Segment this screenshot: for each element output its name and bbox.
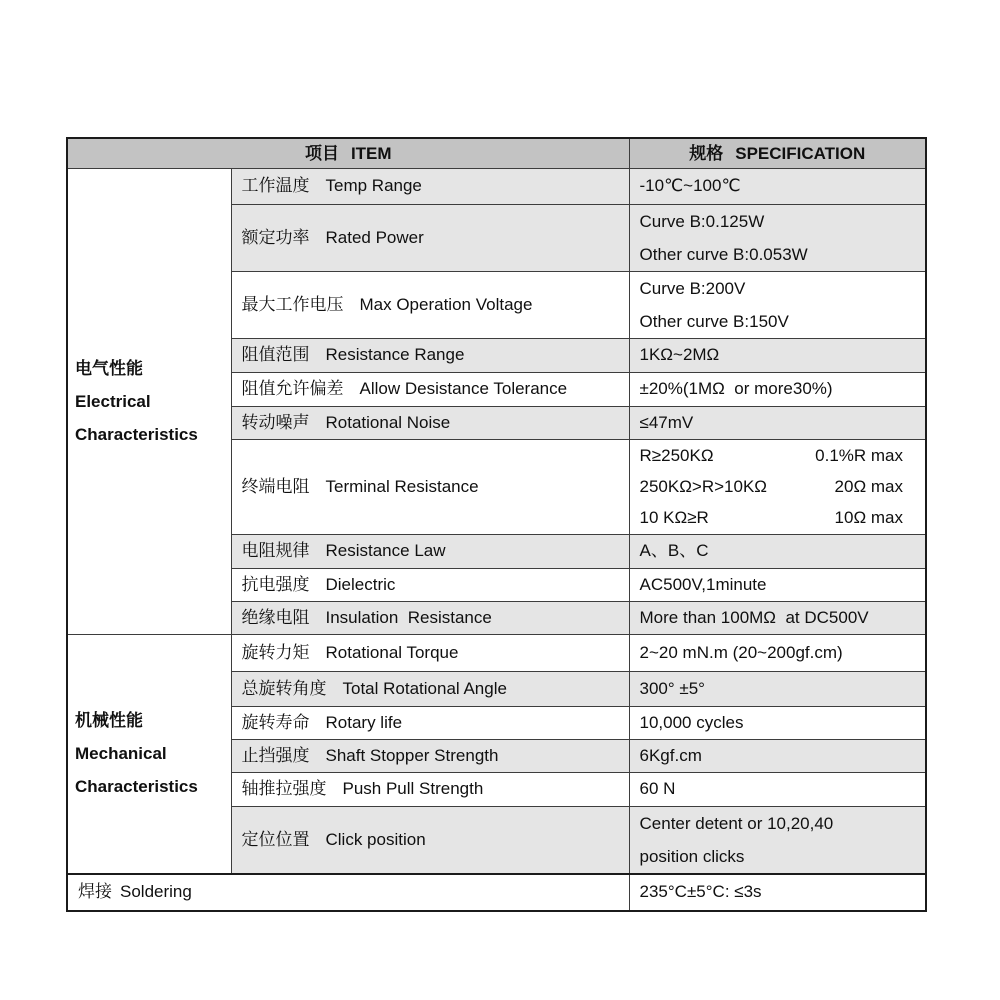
soldering-item-en: Soldering (120, 882, 192, 902)
rated-power-spec-cell (629, 204, 926, 271)
terminal-spec-line2 (640, 471, 926, 502)
torque-item-en: Rotational Torque (325, 642, 459, 662)
click-position-spec-line1: Center detent or 10,20,40 (639, 813, 834, 833)
terminal-item-en: Terminal Resistance (325, 476, 479, 496)
soldering-spec-cell (629, 874, 926, 911)
noise-spec-value: ≤47mV (639, 412, 694, 432)
insulation-spec-cell (629, 601, 926, 634)
rated-power-item-zh: 额定功率 (241, 227, 310, 247)
specification-table (66, 137, 927, 912)
stopper-spec-cell (629, 739, 926, 772)
terminal-spec-line3 (640, 502, 926, 533)
insulation-item-zh: 绝缘电阻 (241, 607, 310, 627)
max-voltage-spec-line2: Other curve B:150V (639, 311, 789, 331)
terminal-item-zh: 终端电阻 (241, 476, 310, 496)
dielectric-item-cell (231, 568, 629, 601)
header-item-cell (67, 138, 629, 168)
law-spec-value: A、B、C (639, 541, 709, 561)
law-spec-cell (629, 534, 926, 568)
push-pull-spec-value: 60 N (639, 779, 676, 799)
rotary-life-item-zh: 旋转寿命 (241, 712, 310, 732)
push-pull-item-en: Push Pull Strength (342, 779, 484, 799)
push-pull-item-cell (231, 772, 629, 806)
insulation-item-en: Insulation Resistance (325, 607, 492, 627)
click-position-item-zh: 定位位置 (241, 829, 310, 849)
torque-spec-value: 2~20 mN.m (20~200gf.cm) (639, 642, 843, 662)
temp-range-spec-value: -10℃~100℃ (639, 176, 741, 196)
group-mechanical-en2: Characteristics (75, 777, 198, 796)
group-mechanical-en1: Mechanical (75, 744, 167, 763)
rated-power-spec-line1: Curve B:0.125W (639, 211, 765, 231)
push-pull-item-zh: 轴推拉强度 (241, 779, 327, 799)
resistance-range-spec-value: 1KΩ~2MΩ (639, 345, 720, 365)
terminal-line2-condition: 250KΩ>R>10KΩ (639, 477, 768, 496)
temp-range-item-zh: 工作温度 (241, 176, 310, 196)
resistance-range-spec-cell (629, 338, 926, 372)
angle-spec-value: 300° ±5° (639, 678, 705, 698)
rated-power-item-en: Rated Power (325, 227, 424, 247)
rotary-life-item-en: Rotary life (325, 712, 403, 732)
stopper-item-cell (231, 739, 629, 772)
rated-power-item-cell (231, 204, 629, 271)
header-row (67, 138, 926, 168)
tolerance-spec-value: ±20%(1MΩ or more30%) (639, 379, 833, 399)
group-electrical-zh: 电气性能 (75, 358, 143, 378)
dielectric-spec-cell (629, 568, 926, 601)
noise-item-en: Rotational Noise (325, 412, 451, 432)
torque-item-zh: 旋转力矩 (241, 642, 310, 662)
group-mechanical-cell (67, 634, 231, 874)
push-pull-spec-cell (629, 772, 926, 806)
angle-item-zh: 总旋转角度 (241, 678, 327, 698)
header-spec-en: SPECIFICATION (735, 143, 866, 163)
rotary-life-spec-cell (629, 706, 926, 739)
noise-spec-cell (629, 406, 926, 439)
terminal-spec-cell (629, 439, 926, 534)
soldering-item-zh: 焊接 (78, 882, 112, 902)
dielectric-spec-value: AC500V,1minute (639, 574, 767, 594)
tolerance-item-cell (231, 372, 629, 406)
group-electrical-en1: Electrical (75, 391, 151, 411)
torque-item-cell (231, 634, 629, 671)
stopper-spec-value: 6Kgf.cm (639, 745, 702, 765)
header-spec-zh: 规格 (689, 143, 724, 163)
insulation-item-cell (231, 601, 629, 634)
insulation-spec-value: More than 100MΩ at DC500V (639, 607, 869, 627)
rated-power-spec-line2: Other curve B:0.053W (639, 244, 808, 264)
angle-spec-cell (629, 671, 926, 706)
terminal-line3-value: 10Ω max (834, 508, 904, 527)
dielectric-item-en: Dielectric (325, 574, 396, 594)
table-row (67, 168, 926, 204)
tolerance-spec-cell (629, 372, 926, 406)
resistance-range-item-zh: 阻值范围 (241, 345, 310, 365)
max-voltage-item-zh: 最大工作电压 (241, 294, 344, 314)
rotary-life-item-cell (231, 706, 629, 739)
table-row (67, 874, 926, 911)
law-item-zh: 电阻规律 (241, 541, 310, 561)
soldering-spec-value: 235°C±5°C: ≤3s (639, 882, 762, 902)
torque-spec-cell (629, 634, 926, 671)
click-position-item-cell (231, 806, 629, 874)
soldering-item-cell (67, 874, 629, 911)
terminal-line2-value: 20Ω max (834, 477, 904, 496)
rotary-life-spec-value: 10,000 cycles (639, 712, 744, 732)
terminal-spec-line1 (640, 440, 926, 471)
group-electrical-cell (67, 168, 231, 634)
click-position-item-en: Click position (325, 829, 426, 849)
noise-item-cell (231, 406, 629, 439)
stopper-item-zh: 止挡强度 (241, 745, 310, 765)
temp-range-item-cell (231, 168, 629, 204)
resistance-range-item-cell (231, 338, 629, 372)
click-position-spec-line2: position clicks (639, 846, 745, 866)
terminal-line3-condition: 10 KΩ≥R (639, 508, 709, 527)
group-electrical-en2: Characteristics (75, 424, 198, 444)
dielectric-item-zh: 抗电强度 (241, 574, 310, 594)
group-mechanical-zh: 机械性能 (75, 711, 143, 730)
temp-range-spec-cell (629, 168, 926, 204)
law-item-cell (231, 534, 629, 568)
angle-item-en: Total Rotational Angle (342, 678, 507, 698)
tolerance-item-zh: 阻值允许偏差 (241, 379, 344, 399)
angle-item-cell (231, 671, 629, 706)
resistance-range-item-en: Resistance Range (325, 345, 465, 365)
table-row (67, 634, 926, 671)
terminal-line1-condition: R≥250KΩ (639, 446, 714, 465)
temp-range-item-en: Temp Range (325, 176, 422, 196)
noise-item-zh: 转动噪声 (241, 412, 310, 432)
max-voltage-item-cell (231, 271, 629, 338)
stopper-item-en: Shaft Stopper Strength (325, 745, 499, 765)
law-item-en: Resistance Law (325, 541, 446, 561)
max-voltage-spec-line1: Curve B:200V (639, 278, 746, 298)
header-item-en: ITEM (350, 143, 392, 163)
terminal-item-cell (231, 439, 629, 534)
max-voltage-item-en: Max Operation Voltage (359, 294, 533, 314)
click-position-spec-cell (629, 806, 926, 874)
header-spec-cell (629, 138, 926, 168)
tolerance-item-en: Allow Desistance Tolerance (359, 379, 568, 399)
terminal-line1-value: 0.1%R max (815, 446, 904, 465)
header-item-zh: 项目 (304, 143, 339, 163)
max-voltage-spec-cell (629, 271, 926, 338)
